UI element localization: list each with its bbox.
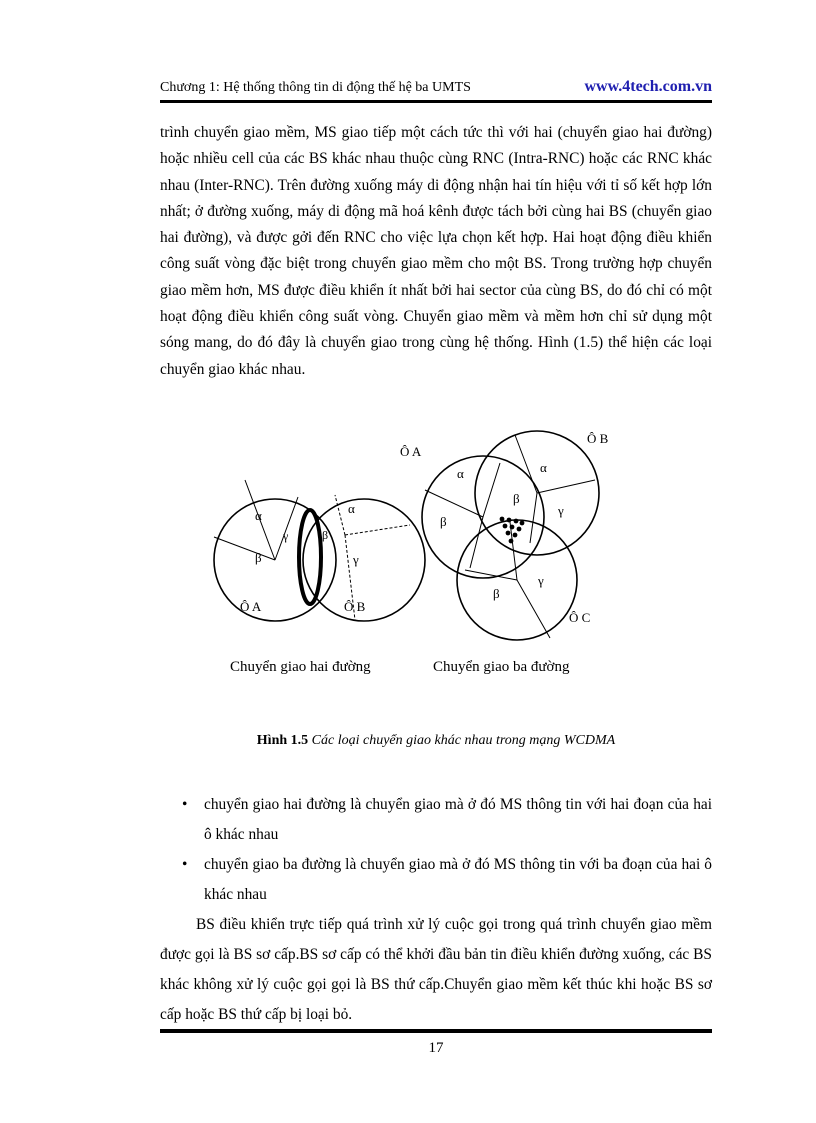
three-way-gamma-c: γ (538, 573, 544, 588)
three-way-label: Chuyển giao ba đường (433, 659, 570, 675)
three-way-alpha-b: α (540, 460, 547, 475)
two-way-alpha: α (255, 508, 262, 523)
bullet-list (160, 790, 712, 910)
three-way-cell-b-label: Ô B (587, 431, 609, 446)
two-way-cell-b-label: Ô B (344, 599, 366, 614)
list-item (160, 850, 712, 910)
caption-number: Hình 1.5 (256, 733, 309, 748)
bullet-text: chuyển giao hai đường là chuyển giao mà ở đó MS thông tin với hai đoạn của hai ô khác nhau (204, 796, 712, 843)
three-way-gamma-b: γ (558, 503, 564, 518)
two-way-alpha-b: α (348, 501, 355, 516)
two-way-gamma-b: γ (353, 552, 359, 567)
figure-caption (160, 733, 712, 749)
three-way-beta-a: β (440, 514, 447, 529)
bullet-text: chuyển giao ba đường là chuyển giao mà ở đó MS thông tin với ba đoạn của hai ô khác nhau (204, 856, 712, 903)
two-way-gamma: γ (283, 529, 289, 543)
list-item (160, 790, 712, 850)
three-way-diagram (422, 431, 599, 640)
two-way-cell-a-label: Ô A (240, 599, 262, 614)
site-link[interactable]: www.4tech.com.vn (584, 78, 712, 95)
header-rule (160, 100, 712, 103)
bullet-icon: • (182, 796, 188, 813)
chapter-title: Chương 1: Hệ thống thông tin di động thế hệ ba UMTS (160, 80, 471, 95)
two-way-beta-b: β (322, 528, 329, 542)
three-way-cell-c-label: Ô C (569, 610, 591, 625)
bullet-icon: • (182, 856, 188, 873)
footer-rule (160, 1029, 712, 1033)
handover-diagram (200, 425, 620, 680)
page-header (160, 78, 712, 100)
three-way-beta-b: β (513, 491, 520, 506)
three-way-beta-c: β (493, 586, 500, 601)
page-number: 17 (428, 1040, 444, 1056)
handover-figure (200, 425, 620, 680)
three-way-alpha-a: α (457, 466, 464, 481)
two-way-beta: β (255, 550, 262, 565)
two-way-label: Chuyển giao hai đường (230, 659, 371, 675)
paragraph-2: BS điều khiển trực tiếp quá trình xử lý cuộc gọi trong quá trình chuyển giao mềm được gọi là BS sơ cấp.BS sơ cấp có thể khởi đầu bản tin điều khiển đường xuống, các BS khác không xử lý cuộc gọi gọi là BS thứ cấp.Chuyển giao mềm kết thúc khi hoặc BS sơ cấp hoặc BS thứ cấp bị loại bỏ. (160, 916, 712, 1023)
caption-text: Các loại chuyển giao khác nhau trong mạng WCDMA (311, 733, 616, 748)
three-way-cell-a-label: Ô A (400, 444, 422, 459)
paragraph-1: trình chuyển giao mềm, MS giao tiếp một cách tức thì với hai (chuyển giao hai đường) hoặc nhiều cell của các BS khác nhau thuộc cùng RNC (Intra-RNC) hoặc các RNC khác nhau (Inter-RNC). Trên đường xuống máy di động nhận hai tín hiệu với tỉ số kết hợp lớn nhất; ở đường xuống, máy di động mã hoá kênh được tách bởi cùng hai BS (chuyển giao hai đường), và được gởi đến RNC cho việc lựa chọn kết hợp. Hai hoạt động điều khiển công suất vòng đặc biệt trong chuyển giao mềm cho một BS. Trong trường hợp chuyển giao mềm hơn, MS được điều khiển ít nhất bởi hai sector của cùng BS, do đó chỉ có một hoạt động điều khiển công suất vòng. Chuyển giao mềm và mềm hơn chỉ sử dụng một sóng mang, do đó đây là chuyển giao trong cùng hệ thống. Hình (1.5) thể hiện các loại chuyển giao khác nhau. (160, 124, 712, 378)
